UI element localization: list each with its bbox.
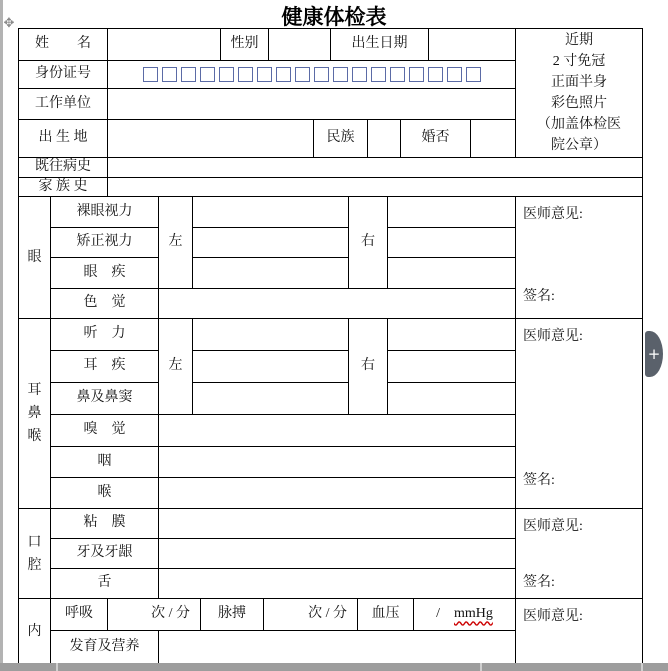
- family-history-value-cell[interactable]: [107, 177, 643, 197]
- blood-pressure-label: 血压: [357, 598, 414, 631]
- pulse-label: 脉搏: [200, 598, 264, 631]
- gender-value-cell[interactable]: [268, 28, 331, 61]
- id-checkbox-icon: [314, 67, 329, 82]
- id-checkbox-icon: [276, 67, 291, 82]
- ethnicity-value-cell[interactable]: [367, 119, 401, 158]
- mouth-row-tongue-label: 舌: [50, 568, 159, 599]
- work-unit-value-cell[interactable]: [107, 88, 516, 120]
- ent-left-label: 左: [158, 318, 193, 415]
- id-checkbox-icon: [295, 67, 310, 82]
- eye-left-label: 左: [158, 196, 193, 289]
- table-move-handle-icon[interactable]: ✥: [3, 16, 15, 31]
- eye-doctor-opinion-cell[interactable]: [515, 196, 643, 319]
- mouth-teeth-gums-value[interactable]: [158, 538, 516, 569]
- id-checkbox-icon: [333, 67, 348, 82]
- birthdate-label: 出生日期: [330, 28, 429, 61]
- mouth-row-mucosa-label: 粘 膜: [50, 508, 159, 539]
- pulse-unit: 次 / 分: [308, 606, 347, 622]
- id-checkbox-icon: [200, 67, 215, 82]
- photo-note-line: 彩色照片: [551, 96, 607, 111]
- ent-left-row2-value[interactable]: [192, 350, 349, 383]
- eye-label-text: 眼: [27, 250, 42, 265]
- birthdate-value-cell[interactable]: [428, 28, 516, 61]
- ent-right-row3-value[interactable]: [387, 382, 516, 415]
- marital-label: 婚否: [400, 119, 471, 158]
- mouth-tongue-value[interactable]: [158, 568, 516, 599]
- ent-left-row1-value[interactable]: [192, 318, 349, 351]
- eye-signature-label: 签名:: [523, 289, 555, 304]
- pulse-value-cell[interactable]: [263, 598, 358, 631]
- respiration-unit: 次 / 分: [151, 606, 190, 622]
- section-label-internal: [18, 598, 51, 664]
- ent-row-nose-sinus-label: 鼻及鼻窦: [50, 382, 159, 415]
- ent-right-row1-value[interactable]: [387, 318, 516, 351]
- photo-note-line: 近期: [565, 33, 593, 48]
- birthplace-label: 出 生 地: [18, 119, 108, 158]
- mouth-doctor-opinion-cell[interactable]: [515, 508, 643, 599]
- id-checkbox-icon: [390, 67, 405, 82]
- mouth-doctor-opinion-label: 医师意见:: [523, 519, 583, 534]
- ent-doctor-opinion-cell[interactable]: [515, 318, 643, 509]
- eye-left-row3-value[interactable]: [192, 257, 349, 289]
- marital-value-cell[interactable]: [470, 119, 516, 158]
- photo-note-line: 2 寸免冠: [552, 54, 606, 69]
- id-checkbox-icon: [143, 67, 158, 82]
- id-checkbox-icon: [257, 67, 272, 82]
- bp-slash: /: [436, 606, 440, 622]
- mouth-label-text: 口腔: [27, 534, 42, 573]
- eye-row-eye-disease-label: 眼 疾: [50, 257, 159, 289]
- ent-row-ear-disease-label: 耳 疾: [50, 350, 159, 383]
- internal-label-text: 内: [27, 623, 42, 639]
- id-checkbox-icon: [428, 67, 443, 82]
- internal-doctor-opinion-cell[interactable]: [515, 598, 643, 664]
- id-checkbox-icon: [181, 67, 196, 82]
- name-value-cell[interactable]: [107, 28, 221, 61]
- id-checkbox-icon: [371, 67, 386, 82]
- work-unit-label: 工作单位: [18, 88, 108, 120]
- id-checkbox-icon: [447, 67, 462, 82]
- id-number-label: 身份证号: [18, 60, 108, 89]
- eye-right-label: 右: [348, 196, 388, 289]
- id-checkbox-icon: [466, 67, 481, 82]
- mouth-mucosa-value[interactable]: [158, 508, 516, 539]
- photo-box: [515, 28, 643, 158]
- internal-doctor-opinion-label: 医师意见:: [523, 609, 583, 624]
- ent-row-smell-label: 嗅 觉: [50, 414, 159, 447]
- bottom-gridline-tick: [56, 663, 58, 671]
- page-bottom-edge: [0, 663, 668, 671]
- id-checkboxes[interactable]: [107, 60, 516, 89]
- page-title: 健康体检表: [281, 5, 387, 29]
- bottom-gridline-tick: [641, 663, 643, 671]
- section-label-mouth: [18, 508, 51, 599]
- eye-left-row1-value[interactable]: [192, 196, 349, 228]
- ent-row-hearing-label: 听 力: [50, 318, 159, 351]
- ethnicity-label: 民族: [313, 119, 368, 158]
- photo-note-line: 院公章）: [551, 138, 607, 153]
- eye-right-row1-value[interactable]: [387, 196, 516, 228]
- id-checkbox-icon: [352, 67, 367, 82]
- ent-right-row2-value[interactable]: [387, 350, 516, 383]
- medical-history-label: 既往病史: [18, 157, 108, 178]
- eye-doctor-opinion-label: 医师意见:: [523, 207, 583, 222]
- development-nutrition-value[interactable]: [158, 630, 516, 664]
- id-checkbox-icon: [409, 67, 424, 82]
- respiration-label: 呼吸: [50, 598, 108, 631]
- plus-button[interactable]: +: [645, 331, 663, 377]
- eye-row-corrected-vision-label: 矫正视力: [50, 227, 159, 258]
- ent-label-text: 耳鼻喉: [27, 383, 42, 444]
- bottom-gridline-tick: [480, 663, 482, 671]
- family-history-label: 家 族 史: [18, 177, 108, 197]
- birthplace-value-cell[interactable]: [107, 119, 314, 158]
- ent-left-row3-value[interactable]: [192, 382, 349, 415]
- section-label-ent: [18, 318, 51, 509]
- development-nutrition-label: 发育及营养: [50, 630, 159, 664]
- eye-row-color-sense-label: 色 觉: [50, 288, 159, 319]
- ent-row-larynx-label: 喉: [50, 477, 159, 509]
- respiration-value-cell[interactable]: [107, 598, 201, 631]
- eye-color-sense-value[interactable]: [158, 288, 516, 319]
- ent-smell-value[interactable]: [158, 414, 516, 447]
- mouth-row-teeth-gums-label: 牙及牙龈: [50, 538, 159, 569]
- ent-row-pharynx-label: 咽: [50, 446, 159, 478]
- ent-pharynx-value[interactable]: [158, 446, 516, 478]
- mouth-signature-label: 签名:: [523, 575, 555, 590]
- gender-label: 性别: [220, 28, 269, 61]
- ent-doctor-opinion-label: 医师意见:: [523, 329, 583, 344]
- eye-row-naked-vision-label: 裸眼视力: [50, 196, 159, 228]
- blood-pressure-value-cell[interactable]: [413, 598, 516, 631]
- page-left-edge: [0, 0, 3, 671]
- name-label: 姓 名: [18, 28, 108, 61]
- ent-larynx-value[interactable]: [158, 477, 516, 509]
- section-label-eye: [18, 196, 51, 319]
- medical-history-value-cell[interactable]: [107, 157, 643, 178]
- photo-note-line: 正面半身: [551, 75, 607, 90]
- bp-unit: mmHg: [454, 606, 493, 622]
- eye-right-row3-value[interactable]: [387, 257, 516, 289]
- id-checkbox-icon: [219, 67, 234, 82]
- photo-note-line: （加盖体检医: [537, 117, 621, 132]
- ent-signature-label: 签名:: [523, 473, 555, 488]
- ent-right-label: 右: [348, 318, 388, 415]
- eye-right-row2-value[interactable]: [387, 227, 516, 258]
- id-checkbox-icon: [162, 67, 177, 82]
- eye-left-row2-value[interactable]: [192, 227, 349, 258]
- id-checkbox-icon: [238, 67, 253, 82]
